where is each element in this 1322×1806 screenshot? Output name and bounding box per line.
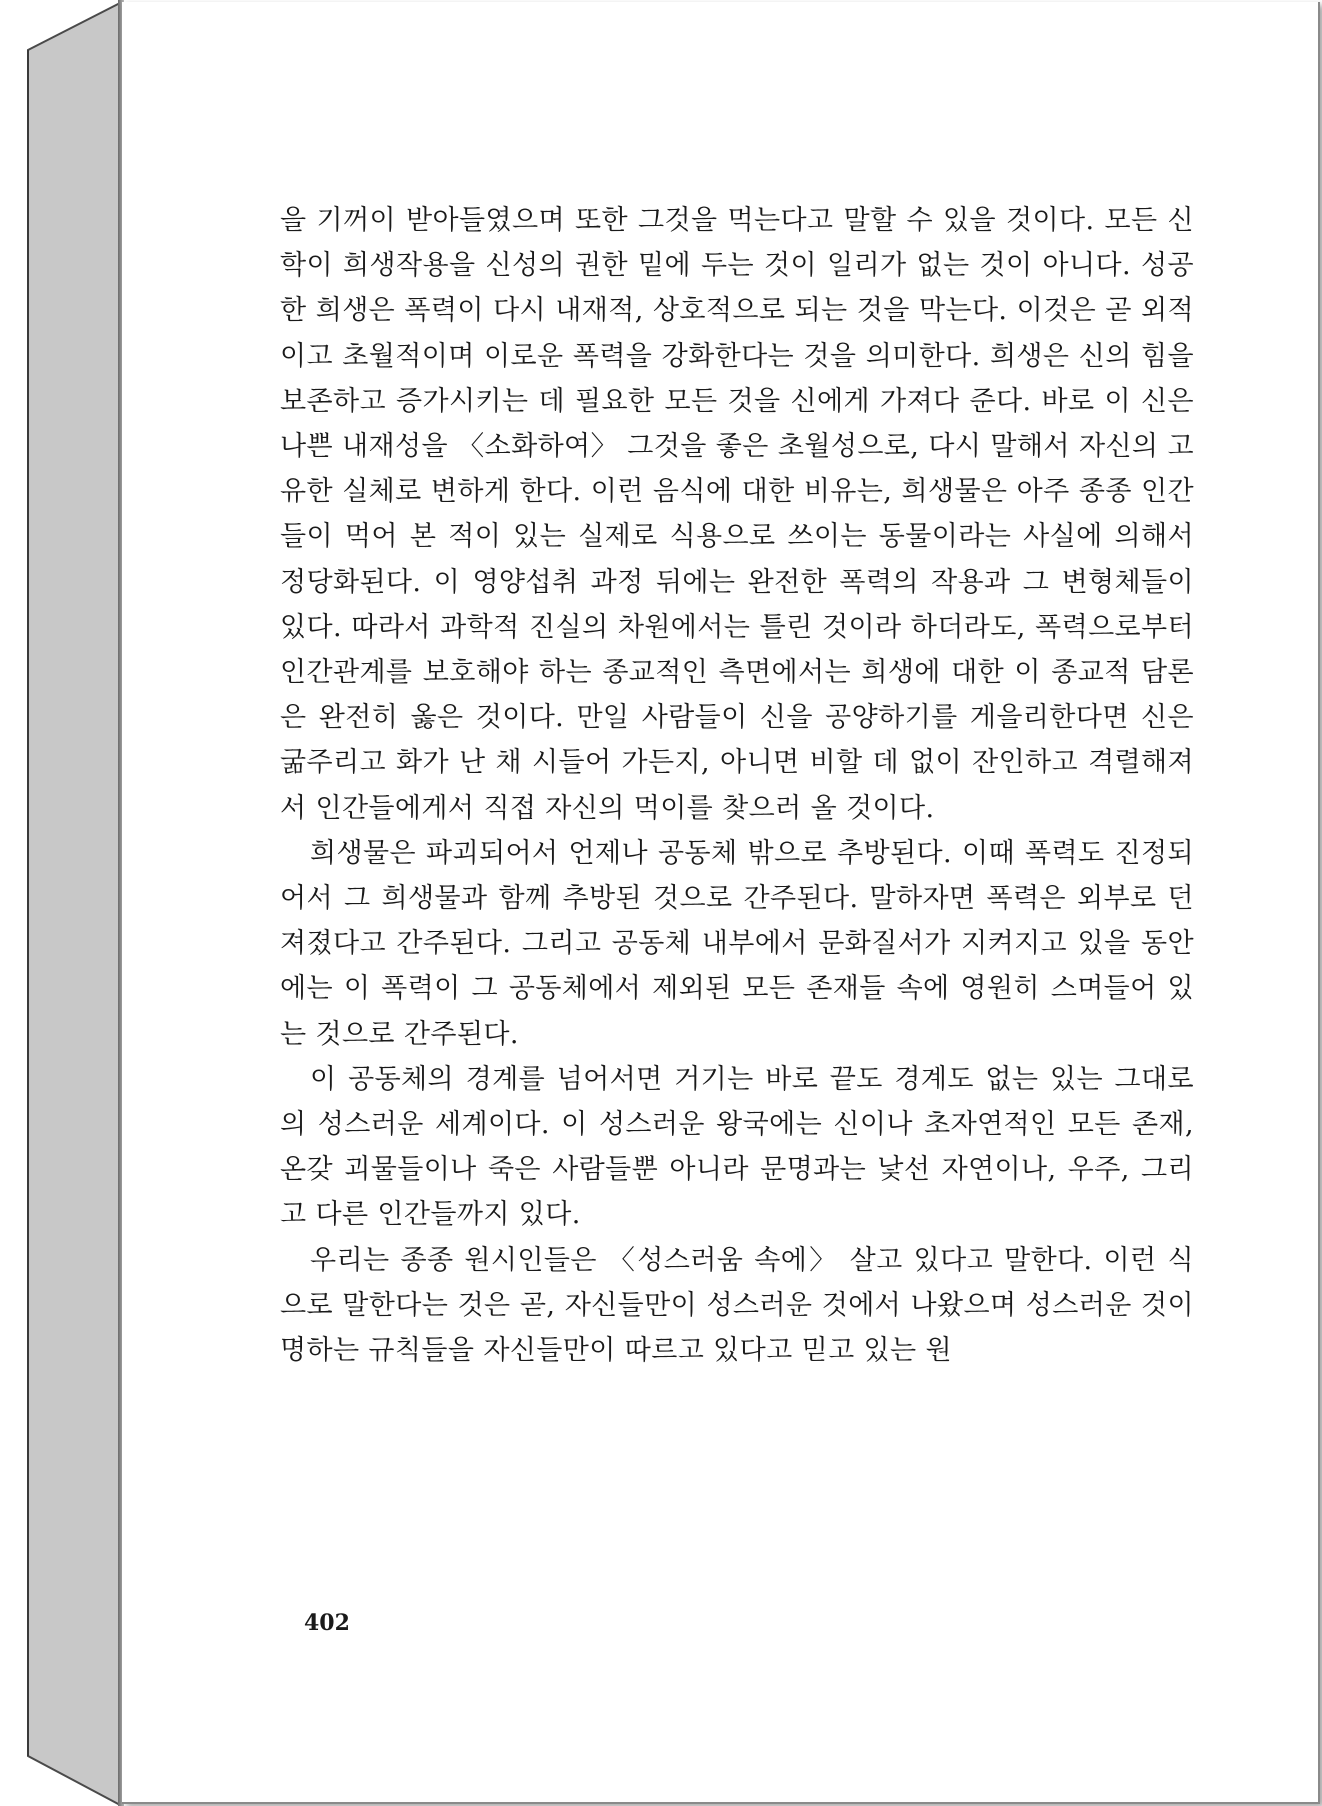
paragraph-2: 희생물은 파괴되어서 언제나 공동체 밖으로 추방된다. 이때 폭력도 진정되어서 그 희생물과 함께 추방된 것으로 간주된다. 말하자면 폭력은 외부로 던져졌다고 간주된다. 그리고 공동체 내부에서 문화질서가 지켜지고 있을 동안에는 이 폭력이 그 공동체에서 제외된 모든 존재들 속에 영원히 스며들어 있는 것으로 간주된다.	[280, 837, 1194, 1050]
body-text	[280, 198, 1194, 1373]
page-number: 402	[304, 1610, 350, 1636]
book-spine-edge	[0, 0, 130, 1806]
paragraph-1: 을 기꺼이 받아들였으며 또한 그것을 먹는다고 말할 수 있을 것이다. 모든 신학이 희생작용을 신성의 권한 밑에 두는 것이 일리가 없는 것이 아니다. 성공한 희생은 폭력이 다시 내재적, 상호적으로 되는 것을 막는다. 이것은 곧 외적이고 초월적이며 이로운 폭력을 강화한다는 것을 의미한다. 희생은 신의 힘을 보존하고 증가시키는 데 필요한 모든 것을 신에게 가져다 준다. 바로 이 신은 나쁜 내재성을 〈소화하여〉 그것을 좋은 초월성으로, 다시 말해서 자신의 고유한 실체로 변하게 한다. 이런 음식에 대한 비유는, 희생물은 아주 종종 인간들이 먹어 본 적이 있는 실제로 식용으로 쓰이는 동물이라는 사실에 의해서 정당화된다. 이 영양섭취 과정 뒤에는 완전한 폭력의 작용과 그 변형체들이 있다. 따라서 과학적 진실의 차원에서는 틀린 것이라 하더라도, 폭력으로부터 인간관계를 보호해야 하는 종교적인 측면에서는 희생에 대한 이 종교적 담론은 완전히 옳은 것이다. 만일 사람들이 신을 공양하기를 게을리한다면 신은 굶주리고 화가 난 채 시들어 가든지, 아니면 비할 데 없이 잔인하고 격렬해져서 인간들에게서 직접 자신의 먹이를 찾으러 올 것이다.	[280, 205, 1194, 824]
paragraph-4: 우리는 종종 원시인들은 〈성스러움 속에〉 살고 있다고 말한다. 이런 식으로 말한다는 것은 곧, 자신들만이 성스러운 것에서 나왔으며 성스러운 것이 명하는 규칙들을 자신들만이 따르고 있다고 믿고 있는 원	[280, 1244, 1194, 1367]
paragraph-3: 이 공동체의 경계를 넘어서면 거기는 바로 끝도 경계도 없는 있는 그대로의 성스러운 세계이다. 이 성스러운 왕국에는 신이나 초자연적인 모든 존재, 온갖 괴물들이나 죽은 사람들뿐 아니라 문명과는 낯선 자연이나, 우주, 그리고 다른 인간들까지 있다.	[280, 1063, 1194, 1231]
